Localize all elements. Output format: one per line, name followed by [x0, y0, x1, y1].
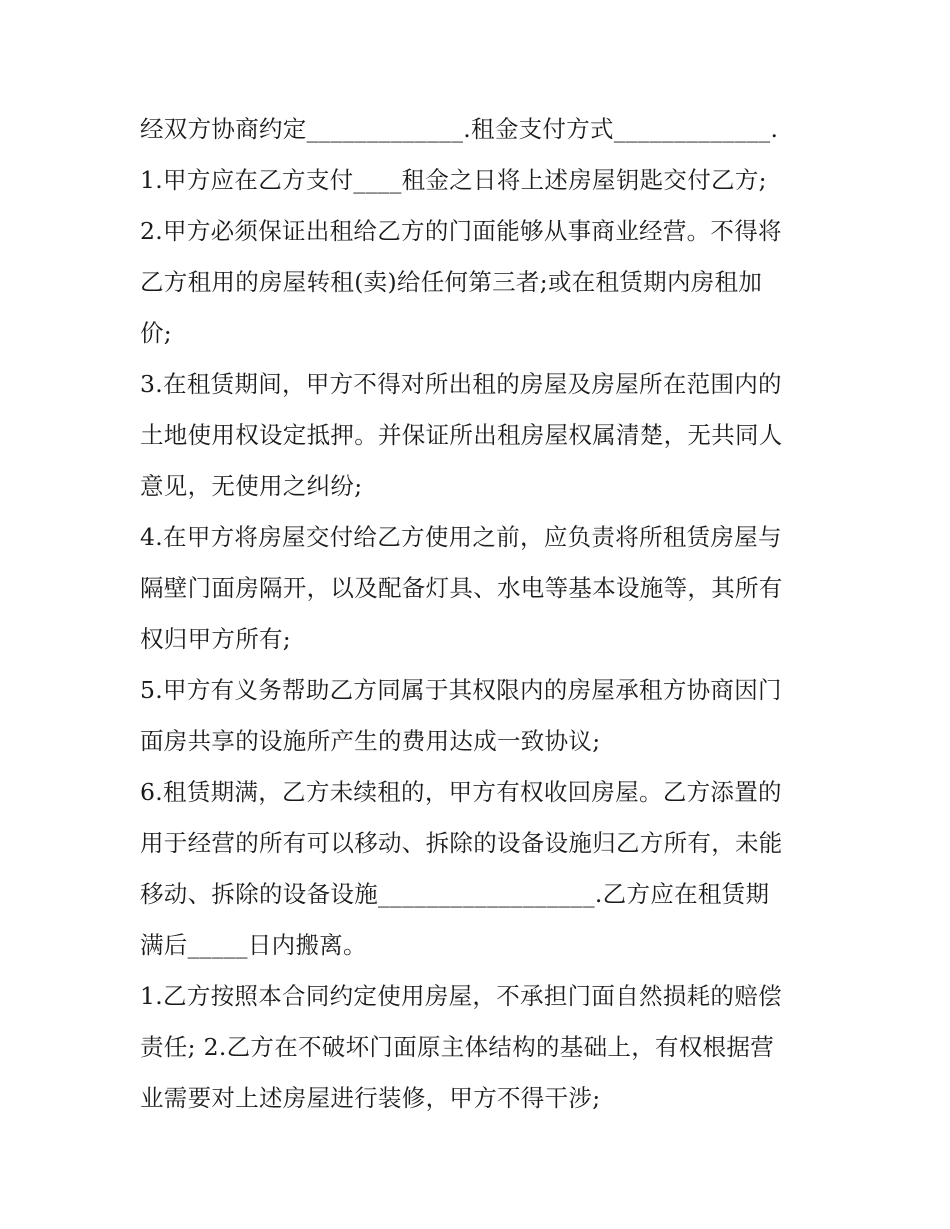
text-line: 4.在甲方将房屋交付给乙方使用之前，应负责将所租赁房屋与	[140, 523, 782, 551]
text-line: 意见，无使用之纠纷;	[140, 472, 363, 500]
text-line: 5.甲方有义务帮助乙方同属于其权限内的房屋承租方协商因门	[140, 676, 782, 704]
text-line: 责任; 2.乙方在不破坏门面原主体结构的基础上，有权根据营	[140, 1033, 775, 1061]
text-line: 1.乙方按照本合同约定使用房屋，不承担门面自然损耗的赔偿	[140, 982, 782, 1010]
text-line: 业需要对上述房屋进行装修，甲方不得干涉;	[140, 1084, 601, 1112]
document-body	[140, 104, 820, 1124]
text-line: 隔壁门面房隔开，以及配备灯具、水电等基本设施等，其所有	[140, 574, 783, 602]
text-line: 乙方租用的房屋转租(卖)给任何第三者;或在租赁期内房租加	[140, 268, 763, 296]
text-line: 3.在租赁期间，甲方不得对所出租的房屋及房屋所在范围内的	[140, 370, 782, 398]
text-line: 面房共享的设施所产生的费用达成一致协议;	[140, 727, 601, 755]
text-line: 土地使用权设定抵押。并保证所出租房屋权属清楚，无共同人	[140, 421, 783, 449]
text-line: 1.甲方应在乙方支付____租金之日将上述房屋钥匙交付乙方;	[140, 166, 767, 194]
text-line: 2.甲方必须保证出租给乙方的门面能够从事商业经营。不得将	[140, 217, 782, 245]
text-line: 满后_____日内搬离。	[140, 931, 367, 959]
text-line: 用于经营的所有可以移动、拆除的设备设施归乙方所有，未能	[140, 829, 783, 857]
text-line: 价;	[140, 319, 173, 347]
text-line: 权归甲方所有;	[140, 625, 292, 653]
text-line: 6.租赁期满，乙方未续租的，甲方有权收回房屋。乙方添置的	[140, 778, 782, 806]
text-line: 移动、拆除的设备设施__________________.乙方应在租赁期	[140, 880, 770, 908]
text-line: 经双方协商约定_____________.租金支付方式_____________.	[140, 115, 779, 143]
